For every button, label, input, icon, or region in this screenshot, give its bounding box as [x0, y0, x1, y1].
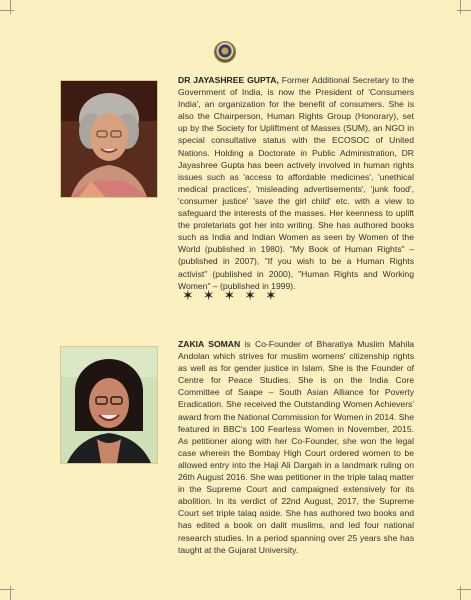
star-icon: ✶	[264, 287, 277, 303]
bio-text: Former Additional Secretary to the Government of India, is now the President of 'Consumers India', an organization for the benefit of consumers. She is also the Chairperson, Human Rights Group (Honorary), set up by the Society for Upliftment of Masses (SUM), an NGO in special consultative status with the ECOSOC of United Nations. Holding a Doctorate in Public Administration, DR Jayashree Gupta has been actively involved in human rights issues such as 'access to affordable medicines', 'unethical medical practices', 'misleading advertisements', 'junk food', 'consumer justice' 'save the girl child' etc. with a view to safeguard the interests of the masses. Her keenness to uplift the proletariats got her into writing. She has authored books such as India and Indian Women as seen by Women of the World (published in 1980). "My Book of Human Rights" – (published in 2007), "If you wish to be a Human Rights activist" (published in 2000), "Human Rights and Working Women" – (published in 1999).	[178, 75, 415, 291]
star-icon: ✶	[223, 287, 236, 303]
portrait-woman-grey-hair-icon	[61, 81, 157, 197]
person-name: ZAKIA SOMAN	[178, 339, 241, 349]
crop-mark	[0, 10, 14, 11]
crop-mark	[460, 586, 461, 600]
emblem-icon	[215, 42, 235, 62]
bio-jayashree-gupta	[178, 74, 414, 292]
portrait-woman-glasses-icon	[61, 347, 157, 463]
crop-mark	[0, 589, 14, 590]
crop-mark	[10, 0, 11, 14]
bio-text: is Co-Founder of Bharatiya Muslim Mahila Andolan which strives for muslim womens' citizenship rights as well as for gender justice in Islam. She is the Founder of Centre for Peace Studies. She is on the India Core Committee of Saape – South Asian Alliance for Poverty Eradication. She received the Outstanding Women Achievers' award from the National Commission for Women in 2014. She featured in BBC's 100 Fearless Women in November, 2015. As petitioner along with her Co-Founder, she won the legal case wherein the Bombay High Court ordered women to be allowed entry into the Haji Ali Dargah in a landmark ruling on 26th August 2016. She was petitioner in the triple talaq matter in the Supreme Court and campaigned extensively for its abolition. In its verdict of 22nd August, 2017, the Supreme Court set triple talaq aside. She has authored two books and has edited a book on dalit muslims, and led four national research studies. In a period spanning over 25 years she has taught at the Gujarat University.	[178, 339, 415, 555]
star-separator	[182, 287, 302, 304]
crop-mark	[10, 586, 11, 600]
person-name: DR JAYASHREE GUPTA,	[178, 75, 279, 85]
star-icon: ✶	[244, 287, 256, 303]
crop-mark	[460, 0, 461, 14]
star-icon: ✶	[202, 287, 215, 303]
star-icon: ✶	[182, 287, 194, 303]
portrait-zakia-soman	[60, 346, 158, 464]
bio-zakia-soman	[178, 338, 414, 556]
portrait-jayashree-gupta	[60, 80, 158, 198]
